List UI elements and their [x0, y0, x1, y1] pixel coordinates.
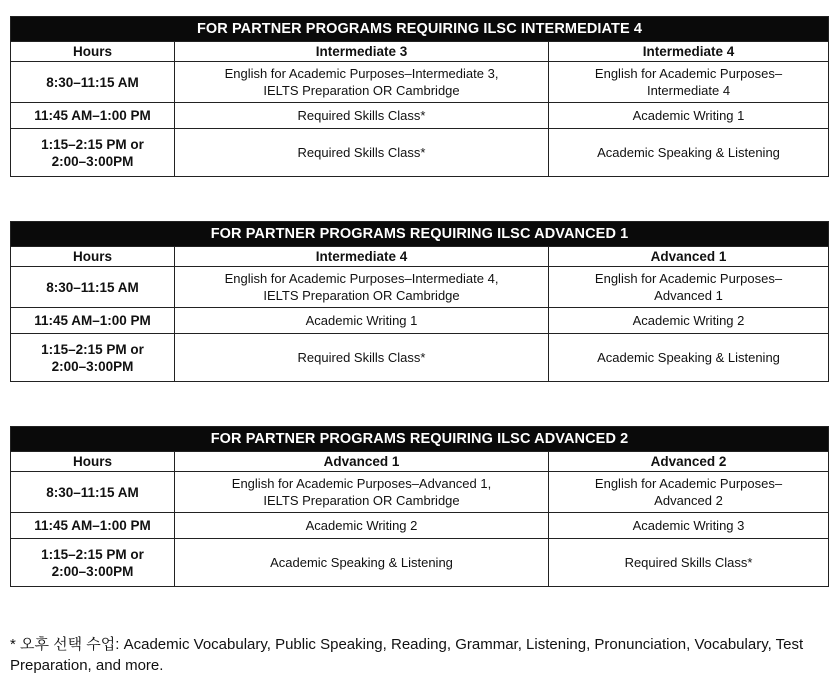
table-row — [11, 267, 829, 308]
class-cell: Academic Writing 2 — [549, 308, 829, 334]
time-cell: 11:45 AM–1:00 PM — [11, 103, 175, 129]
schedule-table-intermediate-4 — [10, 16, 829, 177]
time-cell: 1:15–2:15 PM or 2:00–3:00PM — [11, 129, 175, 177]
table-header-row — [11, 452, 829, 472]
column-header-level-a: Intermediate 3 — [175, 42, 549, 62]
class-cell: Academic Writing 1 — [175, 308, 549, 334]
class-cell: Academic Writing 3 — [549, 513, 829, 539]
table-row — [11, 62, 829, 103]
time-cell: 11:45 AM–1:00 PM — [11, 308, 175, 334]
time-cell: 11:45 AM–1:00 PM — [11, 513, 175, 539]
schedule-table-advanced-2 — [10, 426, 829, 587]
class-cell: Required Skills Class* — [175, 103, 549, 129]
table-banner: FOR PARTNER PROGRAMS REQUIRING ILSC ADVANCED 2 — [11, 427, 829, 452]
class-cell: Required Skills Class* — [175, 334, 549, 382]
class-cell: Academic Speaking & Listening — [549, 334, 829, 382]
time-cell: 8:30–11:15 AM — [11, 62, 175, 103]
table-row — [11, 472, 829, 513]
class-cell: Required Skills Class* — [549, 539, 829, 587]
column-header-level-a: Advanced 1 — [175, 452, 549, 472]
time-cell: 1:15–2:15 PM or 2:00–3:00PM — [11, 539, 175, 587]
table-header-row — [11, 247, 829, 267]
table-row — [11, 308, 829, 334]
time-cell: 8:30–11:15 AM — [11, 267, 175, 308]
column-header-hours: Hours — [11, 42, 175, 62]
class-cell: English for Academic Purposes–Advanced 1, IELTS Preparation OR Cambridge — [175, 472, 549, 513]
class-cell: English for Academic Purposes– Intermediate 4 — [549, 62, 829, 103]
table-row — [11, 129, 829, 177]
column-header-hours: Hours — [11, 452, 175, 472]
table-banner: FOR PARTNER PROGRAMS REQUIRING ILSC INTERMEDIATE 4 — [11, 17, 829, 42]
column-header-level-a: Intermediate 4 — [175, 247, 549, 267]
class-cell: Academic Speaking & Listening — [175, 539, 549, 587]
class-cell: Academic Writing 1 — [549, 103, 829, 129]
class-cell: Required Skills Class* — [175, 129, 549, 177]
time-cell: 8:30–11:15 AM — [11, 472, 175, 513]
table-banner: FOR PARTNER PROGRAMS REQUIRING ILSC ADVANCED 1 — [11, 222, 829, 247]
class-cell: Academic Speaking & Listening — [549, 129, 829, 177]
class-cell: English for Academic Purposes–Intermediate 4, IELTS Preparation OR Cambridge — [175, 267, 549, 308]
class-cell: English for Academic Purposes– Advanced 1 — [549, 267, 829, 308]
column-header-hours: Hours — [11, 247, 175, 267]
table-row — [11, 334, 829, 382]
table-row — [11, 539, 829, 587]
class-cell: English for Academic Purposes– Advanced 2 — [549, 472, 829, 513]
table-row — [11, 513, 829, 539]
column-header-level-b: Advanced 2 — [549, 452, 829, 472]
schedule-table-advanced-1 — [10, 221, 829, 382]
table-header-row — [11, 42, 829, 62]
class-cell: Academic Writing 2 — [175, 513, 549, 539]
table-row — [11, 103, 829, 129]
class-cell: English for Academic Purposes–Intermediate 3, IELTS Preparation OR Cambridge — [175, 62, 549, 103]
footnote: * 오후 선택 수업: Academic Vocabulary, Public Speaking, Reading, Grammar, Listening, Pronunciation, Vocabulary, Test Preparation, and more. — [10, 636, 804, 674]
time-cell: 1:15–2:15 PM or 2:00–3:00PM — [11, 334, 175, 382]
column-header-level-b: Intermediate 4 — [549, 42, 829, 62]
column-header-level-b: Advanced 1 — [549, 247, 829, 267]
